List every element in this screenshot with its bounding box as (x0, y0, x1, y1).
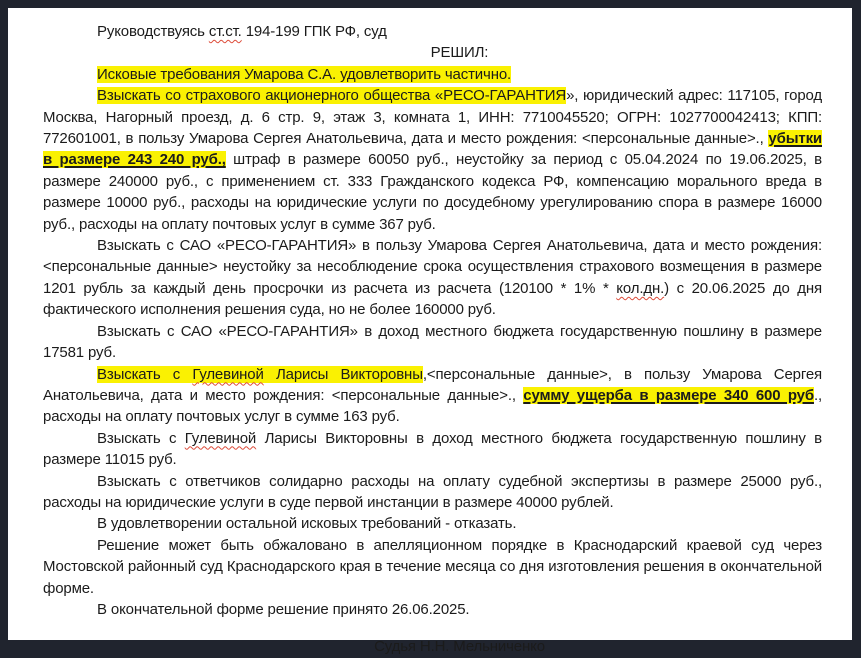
bold-underlined-damages-amount: убытки в размере 243 240 руб., (43, 130, 822, 169)
text-run: РЕШИЛ: (430, 44, 489, 62)
highlighted-run: Ларисы Викторовны (263, 365, 423, 383)
highlighted-run: Исковые требования Умарова С.А. удовлетворить частично. (97, 65, 512, 83)
paragraph-penalty-per-day (43, 235, 822, 321)
paragraph-claims-partially-satisfied (43, 64, 822, 85)
text-run: В удовлетворении остальной исковых требований - отказать. (97, 515, 517, 533)
judge-signature (43, 636, 822, 657)
paragraph-final-form-date (43, 599, 822, 620)
spell-error-word: кол.дн. (616, 279, 665, 297)
paragraph-appeal-procedure (43, 535, 822, 599)
paragraph-reso-state-duty (43, 321, 822, 364)
text-run: Взыскать с ответчиков солидарно расходы на оплату судебной экспертизы в размере 25000 руб., расходы на юридические услуги в суде первой инстанции в размере 40000 рублей. (43, 472, 822, 511)
paragraph-joint-expenses (43, 471, 822, 514)
court-decision-page (8, 8, 852, 656)
text-run: В окончательной форме решение принято 26.06.2025. (97, 600, 470, 618)
paragraph-gulevina-award (43, 364, 822, 428)
heading-resolved (43, 42, 822, 63)
highlighted-run: Взыскать со страхового акционерного общества «РЕСО-ГАРАНТИЯ (97, 87, 567, 105)
text-run: ) с 20.06.2025 до дня фактического исполнения решения суда, но не более 160000 руб. (43, 279, 822, 319)
paragraph-remaining-claims-denied (43, 513, 822, 534)
text-run: штраф в размере 60050 руб., неустойку за период с 05.04.2024 по 19.06.2025, в размере 240000 руб., с применением ст. 333 Гражданского кодекса РФ, компенсацию морального вреда в размере 10000 руб., расходы на юридические услуги по досудебному урегулированию спора в размере 16000 руб., расходы на оплату почтовых услуг в сумме 367 руб. (43, 151, 822, 233)
highlighted-run: Взыскать с (97, 365, 193, 383)
text-run: 194-199 ГПК РФ, суд (241, 23, 387, 40)
paragraph-reso-award (43, 85, 822, 235)
text-run: Ларисы Викторовны в доход местного бюджета государственную пошлину в размере 11015 руб. (43, 429, 822, 469)
text-run: Взыскать с САО «РЕСО-ГАРАНТИЯ» в доход местного бюджета государственную пошлину в размере 17581 руб. (43, 322, 822, 362)
paragraph-legal-basis (43, 21, 822, 42)
spell-error-word: ст.ст. (208, 23, 242, 40)
spell-error-word: Гулевиной (192, 365, 264, 383)
text-run: Решение может быть обжаловано в апелляционном порядке в Краснодарский краевой суд через Мостовской районный суд Краснодарского края в течение месяца со дня изготовления решения в окончательной форме. (43, 536, 822, 597)
text-run: Взыскать с САО «РЕСО-ГАРАНТИЯ» в пользу Умарова Сергея Анатольевича, дата и место рождения: <персональные данные> неустойку за несоблюдение срока осуществления страхового возмещения в размере 1201 рубль за каждый день просрочки из расчета из расчета (120100 * 1% * (43, 237, 822, 297)
text-run: Руководствуясь (97, 23, 209, 40)
text-run: Взыскать с (97, 429, 185, 447)
text-run: », юридический адрес: 117105, город Москва, Нагорный проезд, д. 6 стр. 9, этаж 3, комната 1, ИНН: 7710045520; ОГРН: 1027700042413; КПП: 772601001, в пользу Умарова Сергея Анатольевича, дата и место рождения: <персональные данные>., (43, 87, 822, 148)
bold-underlined-damages-amount: сумму ущерба в размере 340 600 руб (523, 386, 814, 404)
spell-error-word: Гулевиной (184, 429, 257, 447)
text-run: Судья Н.Н. Мельниченко (374, 638, 545, 656)
paragraph-gulevina-state-duty (43, 428, 822, 471)
text-run: ,<персональные данные>, в пользу Умарова Сергея Анатольевича, дата и место рождения: <персональные данные>., (43, 365, 822, 404)
text-run: ., расходы на оплату почтовых услуг в сумме 163 руб. (43, 386, 822, 426)
